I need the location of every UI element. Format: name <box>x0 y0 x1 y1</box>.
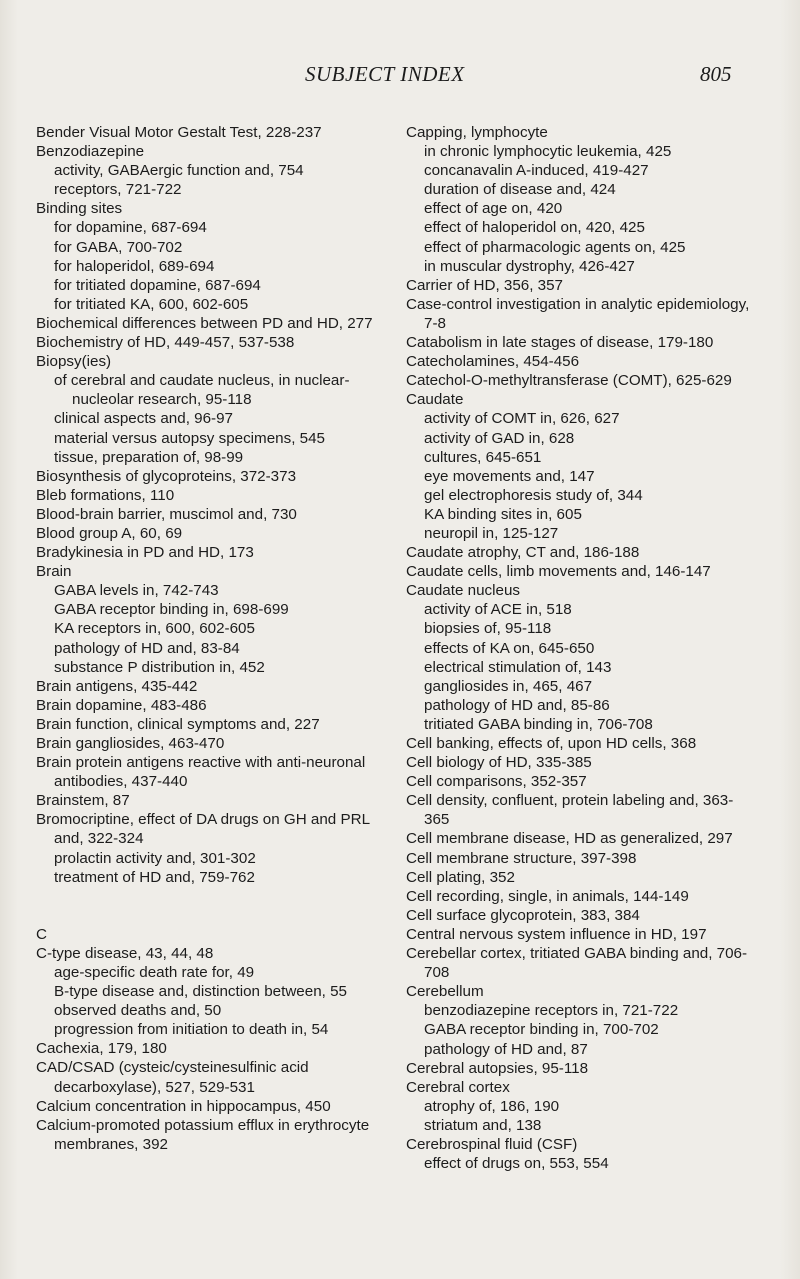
index-subentry: tritiated GABA binding in, 706-708 <box>424 715 653 733</box>
index-entry: Cerebellar cortex, tritiated GABA binding and, 706-708 <box>406 945 748 982</box>
index-subentry: biopsies of, 95-118 <box>424 620 552 638</box>
index-entry: Blood-brain barrier, muscimol and, 730 <box>36 505 297 523</box>
index-entry: Cell banking, effects of, upon HD cells, 368 <box>406 735 697 752</box>
index-entry: Brainstem, 87 <box>36 792 130 810</box>
index-subentry: treatment of HD and, 759-762 <box>54 868 255 886</box>
index-entry: Biopsy(ies) <box>36 353 112 371</box>
index-subentry: effect of drugs on, 553, 554 <box>424 1155 609 1173</box>
index-subentry: for GABA, 700-702 <box>54 238 183 256</box>
index-entry: Brain antigens, 435-442 <box>36 677 198 695</box>
index-subentry: KA binding sites in, 605 <box>424 505 582 523</box>
index-entry: Biosynthesis of glycoproteins, 372-373 <box>36 467 297 485</box>
index-subentry: of cerebral and caudate nucleus, in nuclear-nucleolar research, 95-118 <box>54 372 350 409</box>
index-subentry: atrophy of, 186, 190 <box>424 1097 560 1115</box>
index-subentry: receptors, 721-722 <box>54 181 182 199</box>
index-entry: Caudate <box>406 391 464 409</box>
index-subentry: activity of COMT in, 626, 627 <box>424 410 620 428</box>
index-entry: Calcium concentration in hippocampus, 450 <box>36 1097 331 1115</box>
index-subentry: striatum and, 138 <box>424 1116 542 1134</box>
index-entry: Brain dopamine, 483-486 <box>36 696 207 714</box>
index-subentry: for tritiated KA, 600, 602-605 <box>54 295 249 313</box>
index-entry: Cell biology of HD, 335-385 <box>406 754 592 772</box>
index-entry: CAD/CSAD (cysteic/cysteinesulfinic acid decarboxylase), 527, 529-531 <box>36 1059 309 1096</box>
section-letter: C <box>36 925 47 943</box>
index-entry: Carrier of HD, 356, 357 <box>406 276 564 294</box>
index-subentry: GABA levels in, 742-743 <box>54 582 219 600</box>
index-entry: Central nervous system influence in HD, 197 <box>406 925 707 943</box>
index-entry: Brain gangliosides, 463-470 <box>36 735 225 752</box>
index-entry: Cachexia, 179, 180 <box>36 1040 167 1058</box>
index-subentry: duration of disease and, 424 <box>424 181 616 199</box>
index-entry: Cerebrospinal fluid (CSF) <box>406 1135 578 1153</box>
index-subentry: electrical stimulation of, 143 <box>424 658 612 676</box>
index-entry: Blood group A, 60, 69 <box>36 524 183 542</box>
index-subentry: activity, GABAergic function and, 754 <box>54 162 304 180</box>
index-entry: Catecholamines, 454-456 <box>406 353 580 371</box>
index-entry: Cell surface glycoprotein, 383, 384 <box>406 906 640 924</box>
index-subentry: effect of age on, 420 <box>424 200 563 218</box>
index-subentry: substance P distribution in, 452 <box>54 658 265 676</box>
section-gap <box>36 887 386 925</box>
index-entry: Brain function, clinical symptoms and, 227 <box>36 715 320 733</box>
index-subentry: for tritiated dopamine, 687-694 <box>54 276 261 294</box>
index-subentry: effects of KA on, 645-650 <box>424 639 595 657</box>
index-subentry: B-type disease and, distinction between, 55 <box>54 983 347 1001</box>
index-entry: Calcium-promoted potassium efflux in erythrocyte membranes, 392 <box>36 1116 370 1153</box>
index-entry: Caudate nucleus <box>406 582 520 600</box>
index-column-left <box>36 123 386 1154</box>
index-subentry: cultures, 645-651 <box>424 448 542 466</box>
index-subentry: neuropil in, 125-127 <box>424 524 559 542</box>
index-subentry: for dopamine, 687-694 <box>54 219 207 237</box>
index-entry: Bromocriptine, effect of DA drugs on GH and PRL and, 322-324 <box>36 811 370 848</box>
index-subentry: eye movements and, 147 <box>424 467 595 485</box>
page-header <box>0 62 800 92</box>
index-entry: Cell membrane disease, HD as generalized, 297 <box>406 830 733 848</box>
index-subentry: pathology of HD and, 85-86 <box>424 696 610 714</box>
index-subentry: clinical aspects and, 96-97 <box>54 410 233 428</box>
index-subentry: benzodiazepine receptors in, 721-722 <box>424 1002 679 1020</box>
index-entry: Cell comparisons, 352-357 <box>406 773 587 791</box>
index-subentry: GABA receptor binding in, 698-699 <box>54 601 289 619</box>
index-entry: Cerebellum <box>406 983 484 1001</box>
index-subentry: observed deaths and, 50 <box>54 1002 222 1020</box>
running-title: SUBJECT INDEX <box>305 62 465 86</box>
index-subentry: effect of pharmacologic agents on, 425 <box>424 238 686 256</box>
index-entry: Benzodiazepine <box>36 143 145 161</box>
index-subentry: pathology of HD and, 87 <box>424 1040 588 1058</box>
index-entry: Cell plating, 352 <box>406 868 515 886</box>
index-subentry: KA receptors in, 600, 602-605 <box>54 620 255 638</box>
index-entry: Biochemistry of HD, 449-457, 537-538 <box>36 334 295 352</box>
index-subentry: progression from initiation to death in, 54 <box>54 1021 329 1039</box>
index-entry: Binding sites <box>36 200 123 218</box>
index-subentry: in chronic lymphocytic leukemia, 425 <box>424 143 672 161</box>
index-entry: Bleb formations, 110 <box>36 486 175 504</box>
index-column-right <box>406 123 756 1173</box>
index-entry: Brain <box>36 563 72 581</box>
index-subentry: gangliosides in, 465, 467 <box>424 677 593 695</box>
index-entry: Biochemical differences between PD and HD, 277 <box>36 314 373 332</box>
index-subentry: in muscular dystrophy, 426-427 <box>424 257 635 275</box>
index-entry: Bender Visual Motor Gestalt Test, 228-237 <box>36 124 322 141</box>
index-subentry: activity of GAD in, 628 <box>424 429 575 447</box>
index-subentry: concanavalin A-induced, 419-427 <box>424 162 649 180</box>
index-subentry: gel electrophoresis study of, 344 <box>424 486 643 504</box>
index-subentry: activity of ACE in, 518 <box>424 601 572 619</box>
index-entry: Cerebral cortex <box>406 1078 510 1096</box>
index-entry: Caudate cells, limb movements and, 146-147 <box>406 563 711 581</box>
page-number: 805 <box>700 62 732 86</box>
index-entry: Catabolism in late stages of disease, 179-180 <box>406 334 714 352</box>
index-subentry: effect of haloperidol on, 420, 425 <box>424 219 645 237</box>
index-entry: Catechol-O-methyltransferase (COMT), 625-629 <box>406 372 732 390</box>
index-entry: Caudate atrophy, CT and, 186-188 <box>406 544 640 562</box>
index-entry: Cell density, confluent, protein labeling and, 363-365 <box>406 792 734 829</box>
index-subentry: pathology of HD and, 83-84 <box>54 639 240 657</box>
index-entry: Cell membrane structure, 397-398 <box>406 849 637 867</box>
index-subentry: prolactin activity and, 301-302 <box>54 849 256 867</box>
index-entry: Brain protein antigens reactive with anti-neuronal antibodies, 437-440 <box>36 754 366 791</box>
index-subentry: age-specific death rate for, 49 <box>54 963 255 981</box>
index-entry: Bradykinesia in PD and HD, 173 <box>36 544 254 562</box>
index-subentry: for haloperidol, 689-694 <box>54 257 215 275</box>
index-subentry: GABA receptor binding in, 700-702 <box>424 1021 659 1039</box>
index-subentry: tissue, preparation of, 98-99 <box>54 448 244 466</box>
index-entry: Cerebral autopsies, 95-118 <box>406 1059 589 1077</box>
index-subentry: material versus autopsy specimens, 545 <box>54 429 325 447</box>
index-entry: C-type disease, 43, 44, 48 <box>36 944 214 962</box>
index-entry: Capping, lymphocyte <box>406 124 548 141</box>
index-entry: Cell recording, single, in animals, 144-149 <box>406 887 689 905</box>
index-entry: Case-control investigation in analytic epidemiology, 7-8 <box>406 295 750 332</box>
